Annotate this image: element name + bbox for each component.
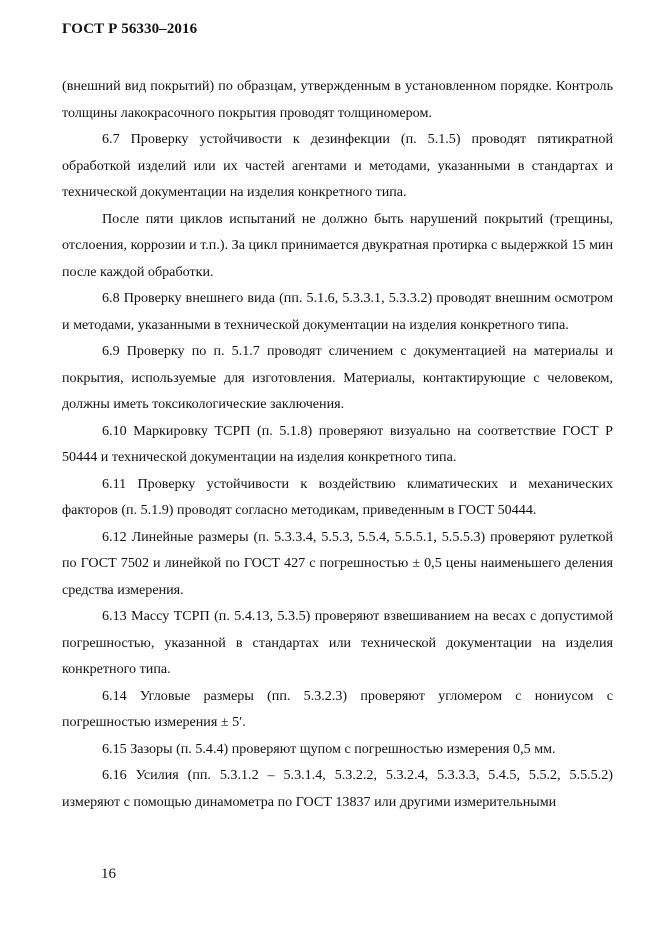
paragraph-6-14: 6.14 Угловые размеры (пп. 5.3.2.3) проверяют угломером с нониусом с погрешностью измерения ± 5′. [62, 687, 613, 730]
paragraph-6-16: 6.16 Усилия (пп. 5.3.1.2 – 5.3.1.4, 5.3.2.2, 5.3.2.4, 5.3.3.3, 5.4.5, 5.5.2, 5.5.5.2) измеряют с помощью динамометра по ГОСТ 13837 или другими измерительными [62, 767, 613, 810]
paragraph-6-13: 6.13 Массу ТСРП (п. 5.4.13, 5.3.5) проверяют взвешиванием на весах с допустимой погрешностью, указанной в стандартах или технической документации на изделия конкретного типа. [62, 608, 613, 677]
paragraph-6-10: 6.10 Маркировку ТСРП (п. 5.1.8) проверяют визуально на соответствие ГОСТ Р 50444 и технической документации на изделия конкретного типа. [62, 422, 613, 465]
paragraph-6-12: 6.12 Линейные размеры (п. 5.3.3.4, 5.5.3, 5.5.4, 5.5.5.1, 5.5.5.3) проверяют рулеткой по ГОСТ 7502 и линейкой по ГОСТ 427 с погрешностью ± 0,5 цены наименьшего деления средства измерения. [62, 528, 613, 598]
document-header: ГОСТ Р 56330–2016 [62, 21, 198, 37]
paragraph-6-7-conditions: После пяти циклов испытаний не должно быть нарушений покрытий (трещины, отслоения, коррозии и т.п.). За цикл принимается двукратная протирка с выдержкой 15 мин после каждой обработки. [62, 210, 613, 280]
paragraph-6-11: 6.11 Проверку устойчивости к воздействию климатических и механических факторов (п. 5.1.9) проводят согласно методикам, приведенным в ГОСТ 50444. [62, 475, 613, 518]
paragraph-6-9: 6.9 Проверку по п. 5.1.7 проводят сличением с документацией на материалы и покрытия, используемые для изготовления. Материалы, контактирующие с человеком, должны иметь токсикологические заключения. [62, 343, 613, 412]
paragraph-6-15: 6.15 Зазоры (п. 5.4.4) проверяют щупом с погрешностью измерения 0,5 мм. [102, 740, 556, 757]
paragraph-6-8: 6.8 Проверку внешнего вида (пп. 5.1.6, 5.3.3.1, 5.3.3.2) проводят внешним осмотром и методами, указанными в технической документации на изделия конкретного типа. [62, 290, 613, 333]
document-body [62, 73, 613, 815]
paragraph-continuation: (внешний вид покрытий) по образцам, утвержденным в установленном порядке. Контроль толщины лакокрасочного покрытия проводят толщиномером. [62, 78, 613, 121]
paragraph-6-7: 6.7 Проверку устойчивости к дезинфекции (п. 5.1.5) проводят пятикратной обработкой изделий или их частей агентами и методами, указанными в стандартах и технической документации на изделия конкретного типа. [62, 131, 613, 200]
page-number: 16 [101, 866, 116, 882]
